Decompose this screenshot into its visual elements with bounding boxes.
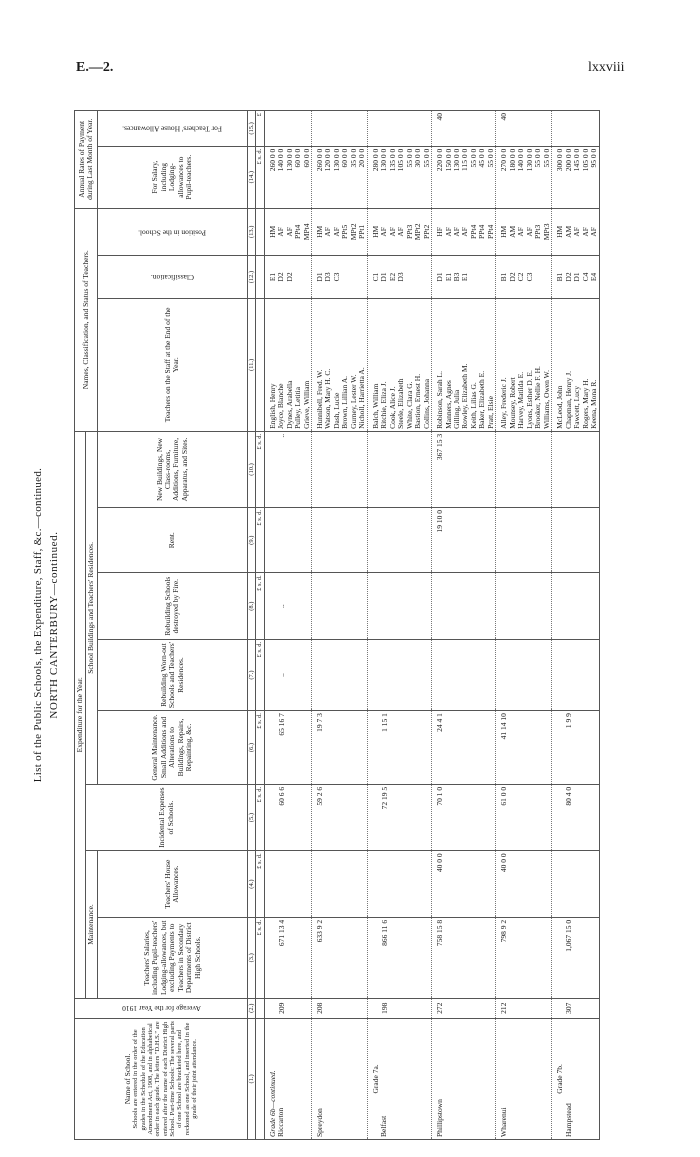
header-salary-rate: For Salary, including Lodging-allowances to Pupil-teachers. <box>97 146 247 208</box>
col-num: (7.) <box>247 639 255 710</box>
teacher-name: Rogers, Mary H. <box>580 378 590 429</box>
teacher-name: Williams, Owen W. <box>541 370 551 429</box>
classification-list <box>367 256 431 299</box>
header-maintenance: Maintenance. <box>86 851 97 998</box>
salary-rate: 55 0 0 <box>485 148 495 168</box>
school-name-cell <box>432 1018 496 1139</box>
salary-rate: 45 0 0 <box>477 148 487 168</box>
grade-heading: Grade 7a. <box>370 1064 380 1094</box>
teacher-name: Hunnibell, Fred. W. <box>314 369 324 429</box>
classification: C3 <box>524 272 534 282</box>
incidental-value: 59 2 6 <box>311 784 367 851</box>
header-name-of-school: Name of School. Schools are entered in the order of the grades in the Schedule of the Education Amendment Act, 1908, and in alphabetical order in each grade. The letters "D.H.S." are entered after the name of each District High School. Part-time Schools: The several parts of one School are bracketed here, and reckoned as one School, and inserted in the grade of their joint attendance. <box>75 1018 248 1139</box>
salary-rate: 55 0 0 <box>533 148 543 168</box>
general-maintenance-value: 41 14 10 <box>496 711 552 785</box>
new-buildings-value: 367 15 3 <box>432 431 496 507</box>
position: PPt1 <box>357 224 367 239</box>
classification: C1 <box>370 272 380 282</box>
school-name: Spreydon <box>314 1108 324 1137</box>
house-rate-list <box>552 111 599 147</box>
new-buildings-value <box>496 431 552 507</box>
worn-out-value: .. <box>264 639 311 710</box>
general-maintenance-value: 19 7 3 <box>311 711 367 785</box>
teacher-name-list <box>264 298 311 431</box>
unit-lsd: £ s. d. <box>256 851 264 918</box>
school-name-cell <box>552 1018 599 1139</box>
col-num: (5.) <box>247 784 255 851</box>
position: PPt4 <box>293 224 303 239</box>
position: PPt3 <box>533 224 543 239</box>
fire-value <box>311 573 367 640</box>
rent-value <box>496 508 552 573</box>
position: AF <box>396 227 406 237</box>
col-num: (15.) <box>247 111 255 147</box>
salary-rate-list <box>496 146 552 208</box>
teacher-name: Mounsey, Robert <box>507 377 517 429</box>
average-attendance: 272 <box>432 998 496 1018</box>
teacher-name: Fawcett, Lucy <box>572 386 582 429</box>
classification: D1 <box>435 272 445 282</box>
header-general-maintenance: General Maintenance. Small Additions and Alterations to Buildings, Repairs, Repainting, &c. <box>97 711 247 785</box>
teacher-name-list <box>367 298 431 431</box>
classification: D3 <box>323 272 333 282</box>
teacher-name: Pulley, Letitia <box>293 386 303 429</box>
position: AF <box>589 227 599 237</box>
teacher-name: Keith, Lilias G. <box>468 382 478 429</box>
teacher-name: Cook, Alice J. <box>387 386 397 429</box>
classification: D1 <box>572 272 582 282</box>
table-row <box>264 111 311 1140</box>
col-num: (14.) <box>247 146 255 208</box>
incidental-value: 61 0 0 <box>496 784 552 851</box>
teacher-name: Harvey, Matilda E. <box>516 371 526 429</box>
salary-rate: 130 0 0 <box>331 148 341 172</box>
position-list <box>264 208 311 256</box>
teacher-name: Ritchie, Eliza J. <box>379 381 389 429</box>
salary-rate-list <box>367 146 431 208</box>
salary-rate: 260 0 0 <box>267 148 277 172</box>
salary-rate: 135 0 0 <box>387 148 397 172</box>
col-num: (13.) <box>247 208 255 256</box>
position: HF <box>435 227 445 237</box>
position: PPt3 <box>404 224 414 239</box>
salary-rate: 130 0 0 <box>379 148 389 172</box>
salary-rate: 60 0 0 <box>340 148 350 168</box>
teacher-name: Chapman, Henry J. <box>563 371 573 429</box>
position: MPt2 <box>413 223 423 241</box>
classification-list <box>552 256 599 299</box>
position: HM <box>370 225 380 238</box>
new-buildings-value <box>311 431 367 507</box>
teacher-name: Pratt, Elsie <box>485 396 495 429</box>
rent-value: 19 10 0 <box>432 508 496 573</box>
header-incidental: Incidental Expenses of Schools. <box>86 784 247 851</box>
table-subtitle: NORTH CANTERBURY—continued. <box>48 531 60 719</box>
school-name-cell <box>496 1018 552 1139</box>
teacher-name: Keena, Mona R. <box>589 379 599 429</box>
incidental-value: 80 4 0 <box>552 784 599 851</box>
unit-lsd: £ s. d. <box>256 917 264 998</box>
table-row <box>311 111 367 1140</box>
salary-rate: 145 0 0 <box>572 148 582 172</box>
worn-out-value <box>311 639 367 710</box>
position: AF <box>276 227 286 237</box>
teacher-name: Collins, Johanna <box>421 378 431 429</box>
general-maintenance-value: 1 9 9 <box>552 711 599 785</box>
teacher-name: Steele, Elizabeth <box>396 378 406 429</box>
salary-rate: 55 0 0 <box>541 148 551 168</box>
salary-rate: 55 0 0 <box>468 148 478 168</box>
salaries-value: 671 13 4 <box>264 917 311 998</box>
rotated-page-content <box>30 110 670 1140</box>
house-rate: 40 <box>499 113 509 121</box>
table-title: List of the Public Schools, the Expenditure, Staff, &c.—continued. <box>32 467 44 783</box>
classification: D2 <box>563 272 573 282</box>
header-rebuilding-fire: Rebuilding Schools destroyed by Fire. <box>97 573 247 640</box>
col-num: (11.) <box>247 298 255 431</box>
teacher-name: White, Clara G. <box>404 381 414 429</box>
general-maintenance-value: 65 16 7 <box>264 711 311 785</box>
salaries-value: 633 9 2 <box>311 917 367 998</box>
salary-rate: 180 0 0 <box>507 148 517 172</box>
teacher-name: Baker, Elizabeth E. <box>477 370 487 429</box>
header-expenditure: Expenditure for the Year. <box>75 431 86 998</box>
position: AF <box>572 227 582 237</box>
salary-rate: 30 0 0 <box>413 148 423 168</box>
classification: E2 <box>387 272 397 282</box>
position: AF <box>379 227 389 237</box>
position: AF <box>524 227 534 237</box>
grade-heading: Grade 6b—continued. <box>267 1070 277 1137</box>
salary-rate: 130 0 0 <box>284 148 294 172</box>
house-rate: 40 <box>435 113 445 121</box>
house-allowance-value <box>552 851 599 918</box>
teacher-name: Gurney, Lester W. <box>348 374 358 429</box>
house-rate-list <box>367 111 431 147</box>
school-name: Hampstead <box>563 1103 573 1137</box>
salary-rate: 60 0 0 <box>301 148 311 168</box>
salary-rate: 35 0 0 <box>348 148 358 168</box>
classification: D2 <box>284 272 294 282</box>
header-names-classification-status: Names, Classification, and Status of Teachers. <box>75 208 98 431</box>
school-name-cell <box>367 1018 431 1139</box>
salary-rate: 150 0 0 <box>443 148 453 172</box>
position: PPt4 <box>477 224 487 239</box>
unit-pound: £ <box>256 111 264 147</box>
salary-rate: 260 0 0 <box>314 148 324 172</box>
house-allowance-value <box>264 851 311 918</box>
salary-rate: 200 0 0 <box>563 148 573 172</box>
classification: E1 <box>267 272 277 282</box>
unit-lsd: £ s. d. <box>256 431 264 507</box>
table-row <box>496 111 552 1140</box>
salary-rate: 115 0 0 <box>460 148 470 172</box>
position-list <box>367 208 431 256</box>
salary-rate: 140 0 0 <box>516 148 526 172</box>
rent-value <box>311 508 367 573</box>
classification: B1 <box>555 272 565 282</box>
classification: C4 <box>580 272 590 282</box>
house-rate-list <box>311 111 367 147</box>
position: AF <box>443 227 453 237</box>
col-num: (8.) <box>247 573 255 640</box>
position: MPt2 <box>348 223 358 241</box>
header-annual-rates: Annual Rates of Payment during Last Month of Year. <box>75 111 98 209</box>
position: AF <box>387 227 397 237</box>
teacher-name: Nicholl, Harrietta A. <box>357 367 367 429</box>
average-attendance: 208 <box>311 998 367 1018</box>
teacher-name: Dash, Lucie <box>331 392 341 429</box>
unit-lsd: £ s. d. <box>256 508 264 573</box>
position: PPt5 <box>340 224 350 239</box>
classification: D1 <box>314 272 324 282</box>
position: AF <box>580 227 590 237</box>
position: PPt2 <box>421 224 431 239</box>
teacher-name: Dynes, Arabella <box>284 380 294 429</box>
worn-out-value <box>496 639 552 710</box>
table-row <box>432 111 496 1140</box>
page-code: E.—2. <box>76 60 114 75</box>
school-name-cell <box>264 1018 311 1139</box>
school-name: Phillipstown <box>435 1099 445 1137</box>
header-average: Average for the Year 1910 <box>75 998 248 1018</box>
incidental-value: 60 6 6 <box>264 784 311 851</box>
teacher-name: Watson, Mary H. C. <box>323 368 333 429</box>
classification-list <box>264 256 311 299</box>
unit-lsd: £ s. d. <box>256 573 264 640</box>
new-buildings-value <box>367 431 431 507</box>
col-num: (1.) <box>247 1018 255 1139</box>
general-maintenance-value: 1 15 1 <box>367 711 431 785</box>
table-row <box>552 111 599 1140</box>
classification: D3 <box>396 272 406 282</box>
position: AF <box>323 227 333 237</box>
teacher-name: Gilling, Julia <box>452 389 461 429</box>
salary-rate: 220 0 0 <box>435 148 445 172</box>
teacher-name: Balch, William <box>370 383 380 429</box>
classification: D2 <box>276 272 286 282</box>
classification: B3 <box>452 272 461 282</box>
position: AM <box>507 225 517 238</box>
teacher-name: Bastion, Ernest H. <box>413 373 423 429</box>
salary-rate: 300 0 0 <box>555 148 565 172</box>
average-attendance: 198 <box>367 998 431 1018</box>
position: HM <box>314 225 324 238</box>
col-num: (3.) <box>247 917 255 998</box>
teacher-name: Alley, Frederic J. <box>499 377 509 429</box>
unit-lsd: £ s. d. <box>256 639 264 710</box>
classification-list <box>311 256 367 299</box>
col-num: (12.) <box>247 256 255 299</box>
average-attendance: 307 <box>552 998 599 1018</box>
salary-rate-list <box>264 146 311 208</box>
salary-rate: 130 0 0 <box>524 148 534 172</box>
rent-value <box>552 508 599 573</box>
classification: C2 <box>516 272 526 282</box>
header-new-buildings: New Buildings, New Class-rooms, Additions, Furniture, Apparatus, and Sites. <box>97 431 247 507</box>
classification-list <box>432 256 496 299</box>
fire-value <box>496 573 552 640</box>
position-list <box>432 208 496 256</box>
schools-expenditure-table <box>74 110 600 1140</box>
average-attendance: 212 <box>496 998 552 1018</box>
col-num: (2.) <box>247 998 255 1018</box>
col-num: (6.) <box>247 711 255 785</box>
house-rate-list <box>264 111 311 147</box>
classification: B1 <box>499 272 509 282</box>
teacher-name: Joyce, Blanche <box>276 383 286 429</box>
school-name-cell <box>311 1018 367 1139</box>
incidental-value: 72 19 5 <box>367 784 431 851</box>
salary-rate-list <box>311 146 367 208</box>
teacher-name-list <box>432 298 496 431</box>
salary-rate: 55 0 0 <box>404 148 414 168</box>
classification: E1 <box>460 272 470 282</box>
house-allowance-value <box>367 851 431 918</box>
header-teachers: Teachers on the Staff at the End of the Year. <box>97 298 247 431</box>
teacher-name-list <box>311 298 367 431</box>
col-num: (4.) <box>247 851 255 918</box>
general-maintenance-value: 24 4 1 <box>432 711 496 785</box>
col-num: (10.) <box>247 431 255 507</box>
header-house-rate: For Teachers' House Allowances. <box>97 111 247 147</box>
new-buildings-value <box>552 431 599 507</box>
position: AF <box>331 227 341 237</box>
classification: D2 <box>507 272 517 282</box>
house-rate-list <box>432 111 496 147</box>
salary-rate: 280 0 0 <box>370 148 380 172</box>
salary-rate: 55 0 0 <box>421 148 431 168</box>
teacher-name: Manners, Agnes <box>443 380 453 429</box>
rent-value <box>367 508 431 573</box>
salaries-value: 1,067 15 0 <box>552 917 599 998</box>
school-name: Riccarton <box>276 1107 286 1137</box>
header-salaries: Teachers' Salaries, including Pupil-teachers' Lodging-allowances, but excluding Payments to Teachers in Secondary Departments of District High Schools. <box>97 917 247 998</box>
house-allowance-value: 40 0 0 <box>496 851 552 918</box>
classification: E1 <box>443 272 453 282</box>
teacher-name: McLeod, John <box>555 385 565 429</box>
worn-out-value <box>432 639 496 710</box>
house-rate-list <box>496 111 552 147</box>
table-body <box>264 111 599 1140</box>
col-num: (9.) <box>247 508 255 573</box>
classification: C3 <box>331 272 341 282</box>
teacher-name-list <box>496 298 552 431</box>
salaries-value: 798 9 2 <box>496 917 552 998</box>
unit-lsd: £ s. d. <box>256 784 264 851</box>
unit-lsd: £ s. d. <box>256 146 264 208</box>
classification: D1 <box>379 272 389 282</box>
teacher-name-list <box>552 298 599 431</box>
salary-rate: 120 0 0 <box>323 148 333 172</box>
position: AF <box>516 227 526 237</box>
fire-value <box>552 573 599 640</box>
header-classification: Classification. <box>97 256 247 299</box>
salaries-value: 866 11 6 <box>367 917 431 998</box>
teacher-name: Rowley, Elizabeth M. <box>460 363 470 429</box>
incidental-value: 70 1 0 <box>432 784 496 851</box>
salary-rate: 270 0 0 <box>499 148 509 172</box>
salary-rate: 95 0 0 <box>589 148 599 168</box>
header-position: Position in the School. <box>97 208 247 256</box>
header-house-allowances: Teachers' House Allowances. <box>97 851 247 918</box>
teacher-name: English, Henry <box>267 383 277 429</box>
fire-value <box>432 573 496 640</box>
rent-value <box>264 508 311 573</box>
position: HM <box>499 225 509 238</box>
position: AM <box>563 225 573 238</box>
teacher-name: Grieve, William <box>301 380 311 429</box>
classification-list <box>496 256 552 299</box>
position: MPt3 <box>541 223 551 241</box>
salary-rate: 20 0 0 <box>357 148 367 168</box>
header-buildings: School Buildings and Teachers' Residences. <box>86 431 97 784</box>
salary-rate: 60 0 0 <box>293 148 303 168</box>
classification: E4 <box>589 272 599 282</box>
salary-rate: 105 0 0 <box>396 148 406 172</box>
salary-rate: 105 0 0 <box>580 148 590 172</box>
position-list <box>496 208 552 256</box>
position: AF <box>284 227 294 237</box>
table-row <box>367 111 431 1140</box>
teacher-name: Brown, Lillian A. <box>340 376 350 429</box>
new-buildings-value: .. <box>264 431 311 507</box>
salary-rate: 130 0 0 <box>452 148 461 172</box>
position: PPt4 <box>485 224 495 239</box>
salary-rate: 140 0 0 <box>276 148 286 172</box>
unit-lsd: £ s. d. <box>256 711 264 785</box>
position: AF <box>452 227 461 237</box>
worn-out-value <box>552 639 599 710</box>
school-name: Wharenui <box>499 1107 509 1137</box>
position: HM <box>555 225 565 238</box>
header-rebuilding-worn-out: Rebuilding Worn-out Schools and Teachers' Residences. <box>97 639 247 710</box>
position: PPt4 <box>468 224 478 239</box>
salaries-value: 758 15 8 <box>432 917 496 998</box>
position-list <box>311 208 367 256</box>
page-number: lxxviii <box>588 60 625 75</box>
average-attendance: 209 <box>264 998 311 1018</box>
house-allowance-value <box>311 851 367 918</box>
fire-value: .. <box>264 573 311 640</box>
teacher-name: Brooker, Nellie F. H. <box>533 366 543 429</box>
school-name: Belfast <box>379 1115 389 1137</box>
salary-rate-list <box>552 146 599 208</box>
teacher-name: Robinson, Sarah L. <box>435 371 445 429</box>
fire-value <box>367 573 431 640</box>
header-rent: Rent. <box>97 508 247 573</box>
worn-out-value <box>367 639 431 710</box>
salary-rate-list <box>432 146 496 208</box>
grade-heading: Grade 7b. <box>555 1064 565 1094</box>
position: HM <box>267 225 277 238</box>
position: AF <box>460 227 470 237</box>
position-list <box>552 208 599 256</box>
teacher-name: Lyons, Esther D. E. <box>524 370 534 429</box>
position: MPt4 <box>301 223 311 241</box>
house-allowance-value: 40 0 0 <box>432 851 496 918</box>
